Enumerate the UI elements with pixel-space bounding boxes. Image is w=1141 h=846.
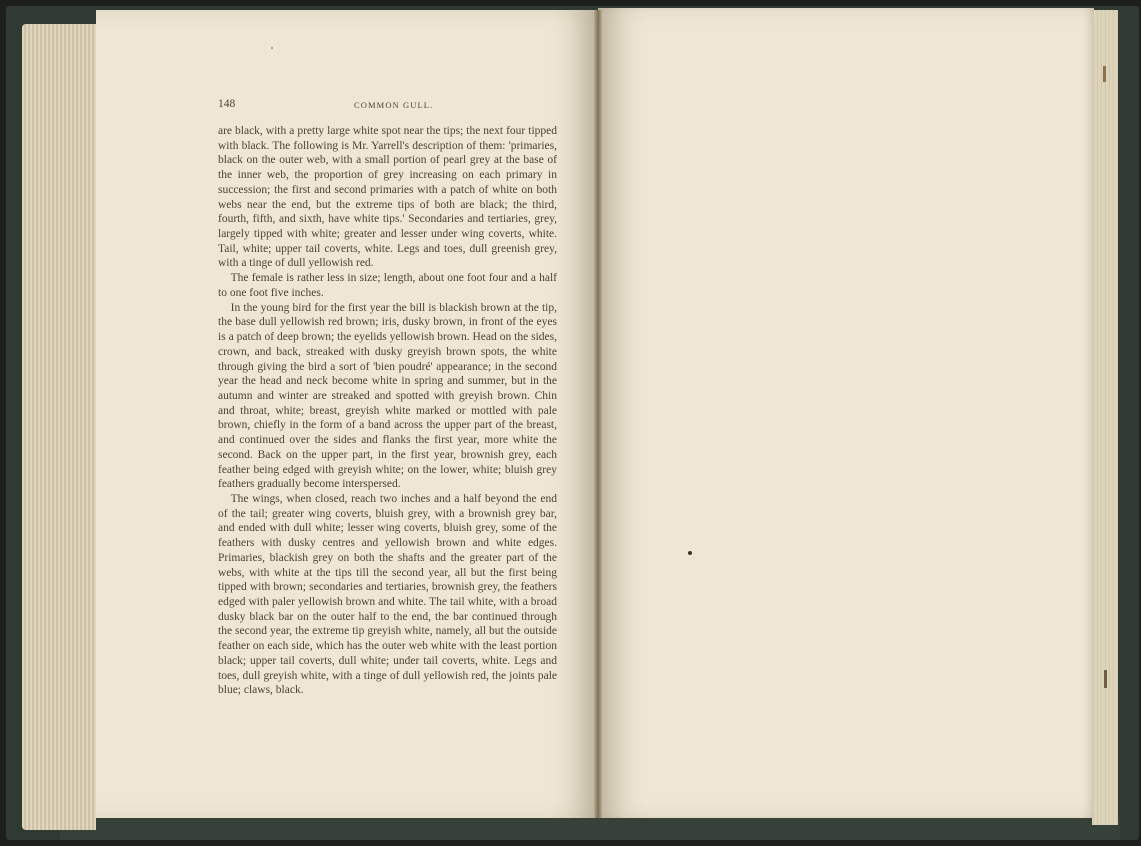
page-number: 148	[218, 98, 236, 110]
body-text	[218, 124, 557, 698]
page-header	[218, 98, 558, 114]
paper-speck	[271, 47, 273, 49]
cover-edge	[60, 818, 1120, 840]
paragraph: The female is rather less in size; length, about one foot four and a half to one foot five inches.	[218, 272, 557, 299]
page-marker	[1104, 670, 1107, 688]
left-page-edges	[22, 24, 96, 830]
running-head: COMMON GULL.	[354, 100, 434, 110]
ink-speck	[688, 551, 692, 555]
paragraph: In the young bird for the first year the bill is blackish brown at the tip, the base dull yellowish red brown; iris, dusky brown, in front of the eyes is a patch of deep brown; the eyelids yellowish brown. Head on the sides, crown, and back, streaked with dusky greyish brown spots, the white through giving the bird a sort of 'bien poudré' appearance; in the second year the head and neck become white in spring and summer, but in the autumn and winter are streaked and spotted with greyish brown. Chin and throat, white; breast, greyish white marked or mottled with pale brown, chiefly in the form of a band across the upper part of the breast, and continued over the sides and flanks the first year, more white the second. Back on the upper part, in the first year, brownish grey, each feather being edged with greyish white; on the lower, white; bluish grey feathers gradually become interspersed.	[218, 301, 557, 491]
paragraph: The wings, when closed, reach two inches and a half beyond the end of the tail; greater wing coverts, bluish grey, with a brownish grey bar, and ended with dull white; lesser wing coverts, bluish grey, some of the feathers with dusky centres and yellowish brown and white edges. Primaries, blackish grey on both the shafts and the greater part of the webs, with white at the tips till the second year, all but the first being tipped with brown; secondaries and tertiaries, brownish grey, the feathers edged with paler yellowish brown and white. The tail white, with a broad dusky black bar on the outer half to the end, the bar continued through the second year, the extreme tip greyish white, namely, all but the outside feather on each side, which has the outer web white with the least portion black; upper tail coverts, dull white; under tail coverts, white. Legs and toes, dull greyish white, with a tinge of dull yellowish red, the joints pale blue; claws, black.	[218, 492, 557, 697]
paragraph: are black, with a pretty large white spot near the tips; the next four tipped with black. The following is Mr. Yarrell's description of them: 'primaries, black on the outer web, with a small portion of pearl grey at the base of the inner web, the proportion of grey increasing on each primary in succession; the first and second primaries with a patch of white on both webs near the end, but the extreme tips of both are black; the third, fourth, fifth, and sixth, have white tips.' Secondaries and tertiaries, grey, largely tipped with white; greater and lesser under wing coverts, white. Tail, white; upper tail coverts, white. Legs and toes, dull greenish grey, with a tinge of dull yellowish red.	[218, 125, 557, 270]
page-marker	[1103, 66, 1106, 82]
right-page	[598, 8, 1094, 818]
book-gutter	[594, 10, 602, 818]
right-page-edges	[1092, 10, 1118, 825]
